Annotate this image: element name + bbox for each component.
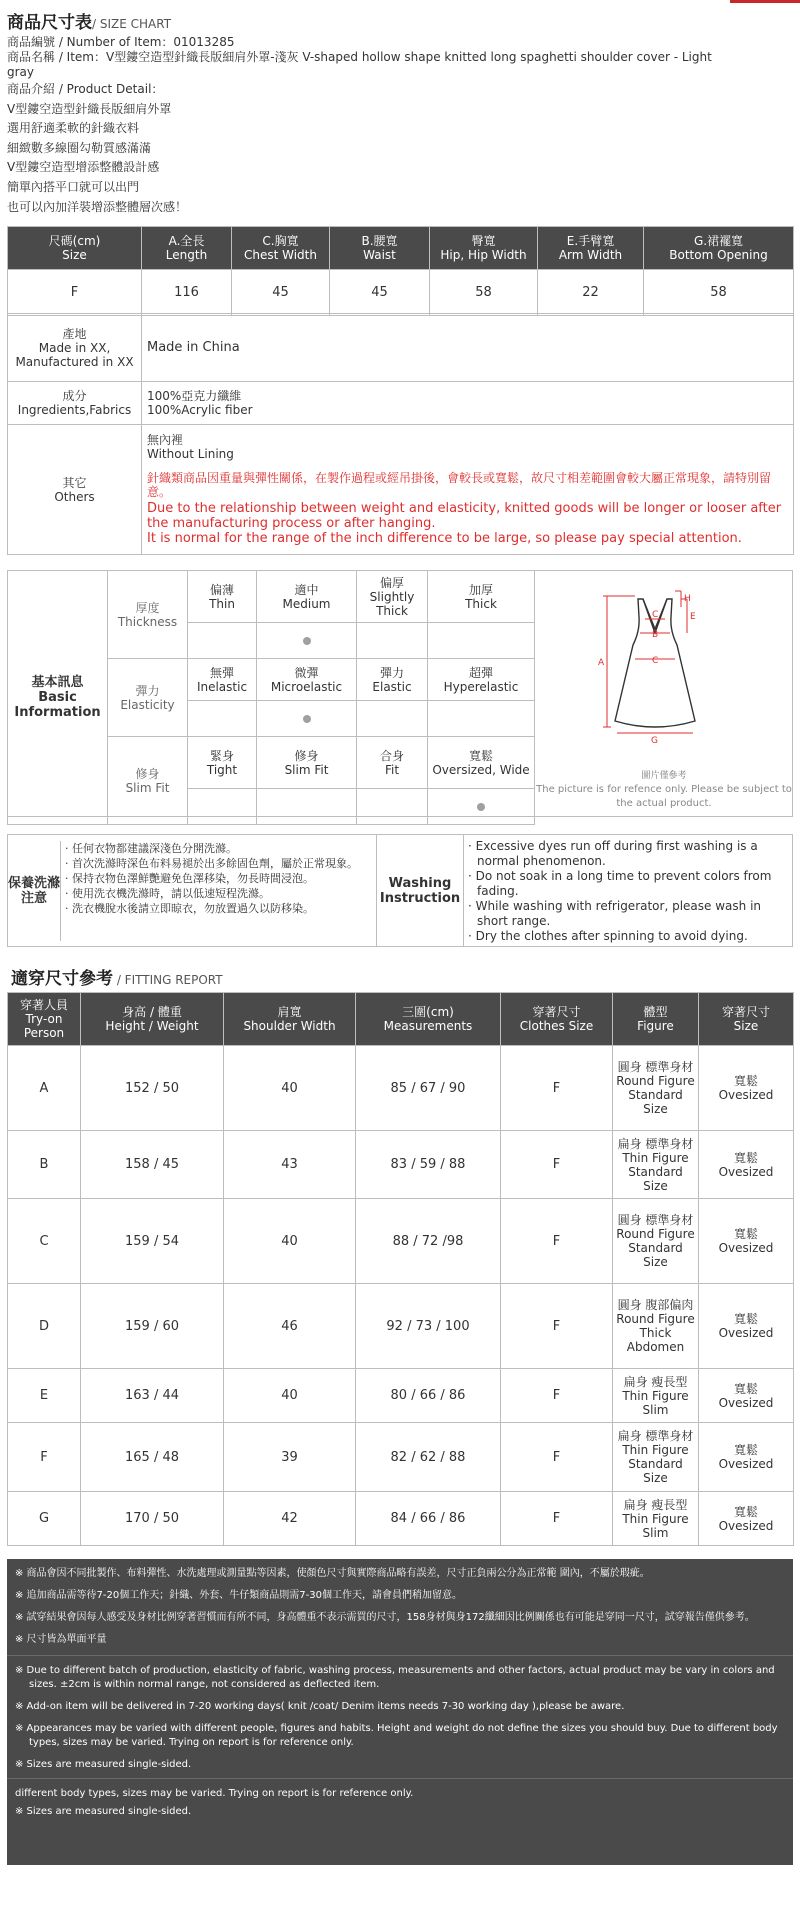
thickness-marker	[428, 623, 535, 659]
basic-information	[7, 570, 793, 817]
hip-header: 臀寬 Hip, Hip Width	[430, 227, 538, 270]
fit-cell: 寬鬆 Ovesized	[699, 1369, 794, 1423]
diagram-label: A	[598, 658, 605, 668]
dress-sketch-icon	[535, 571, 793, 766]
measurements-header: 三圍(cm) Measurements	[356, 993, 501, 1046]
diagram-label: E	[690, 612, 696, 622]
meas-cell: 83 / 59 / 88	[356, 1131, 501, 1199]
person-header: 穿著人員 Try-on Person	[8, 993, 81, 1046]
option-slim-fit: 修身 Slim Fit	[257, 737, 357, 789]
meas-cell: 88 / 72 /98	[356, 1199, 501, 1284]
detail-line: 也可以內加洋裝增添整體層次感！	[7, 199, 188, 214]
material-value: 100%亞克力纖維 100%Acrylic fiber	[142, 382, 794, 425]
knit-warning-en-2: It is normal for the range of the inch difference to be large, so please pay special attention.	[147, 531, 742, 546]
knit-warning-zh: 針織類商品因重量與彈性關係，在製作過程或經吊掛後，會較長或寬鬆，故尺寸相差範圍會較大屬正常現象，請特別留意。	[147, 471, 772, 499]
shoulder-cell: 43	[224, 1131, 356, 1199]
clothes-size-cell: F	[501, 1369, 613, 1423]
origin-value: Made in China	[142, 314, 794, 382]
detail-line: 選用舒適柔軟的針織衣料	[7, 121, 140, 136]
hw-cell: 152 / 50	[81, 1046, 224, 1131]
clothes-size-cell: F	[501, 1423, 613, 1492]
size-table	[7, 226, 794, 316]
list-item: · Dry the clothes after spinning to avoid dying.	[468, 929, 748, 943]
diagram-label: C	[652, 610, 659, 620]
hw-cell: 159 / 60	[81, 1284, 224, 1369]
note-zh: ※ 尺寸皆為單面平量	[15, 1634, 107, 1645]
shoulder-cell: 40	[224, 1046, 356, 1131]
hw-cell: 158 / 45	[81, 1131, 224, 1199]
table-row	[8, 270, 794, 316]
selected-dot-icon	[303, 715, 311, 723]
option-fit: 合身 Fit	[357, 737, 428, 789]
size-chart-title: 商品尺寸表/ SIZE CHART	[7, 13, 172, 33]
list-item: · Excessive dyes run off during first washing is a normal phenomenon.	[468, 839, 758, 868]
option-oversized: 寬鬆 Oversized, Wide	[428, 737, 535, 789]
figure-caption-zh: 圖片僅參考	[641, 771, 687, 781]
list-item: · Do not soak in a long time to prevent colors from fading.	[468, 869, 772, 898]
origin-label: 產地 Made in XX, Manufactured in XX	[8, 314, 142, 382]
figure-caption-en: The picture is for refence only. Please be subject to the actual product.	[536, 784, 792, 809]
washing-list-en	[468, 839, 790, 944]
others-label: 其它 Others	[8, 425, 142, 555]
list-item: · 使用洗衣機洗滌時，請以低速短程洗滌。	[65, 887, 270, 900]
shoulder-cell: 46	[224, 1284, 356, 1369]
hw-cell: 163 / 44	[81, 1369, 224, 1423]
option-tight: 緊身 Tight	[188, 737, 257, 789]
list-item: · 洗衣機脫水後請立即晾衣，勿放置過久以防移染。	[65, 902, 314, 915]
fit-cell: 寬鬆 Ovesized	[699, 1046, 794, 1131]
selected-dot-icon	[477, 803, 485, 811]
shoulder-cell: 42	[224, 1492, 356, 1546]
thickness-marker	[188, 623, 257, 659]
product-detail-label: 商品介紹 / Product Detail：	[7, 82, 164, 96]
thickness-label: 厚度 Thickness	[108, 571, 188, 659]
note-repeat: different body types, sizes may be varied. Trying on report is for reference only.	[15, 1788, 414, 1799]
arm-cell: 22	[538, 270, 644, 316]
figure-cell: 扁身 標準身材 Thin Figure Standard Size	[613, 1423, 699, 1492]
fit-cell: 寬鬆 Ovesized	[699, 1131, 794, 1199]
diagram-label: G	[651, 736, 658, 746]
shoulder-cell: 40	[224, 1199, 356, 1284]
person-cell: F	[8, 1423, 81, 1492]
note-zh: ※ 追加商品需等待7-20個工作天；針織、外套、牛仔類商品則需7-30個工作天，請會員們稍加留意。	[15, 1590, 462, 1601]
option-hyperelastic: 超彈 Hyperelastic	[428, 659, 535, 701]
thickness-marker	[357, 623, 428, 659]
product-info-table	[7, 313, 794, 555]
list-item: · 任何衣物都建議深淺色分開洗滌。	[65, 842, 237, 855]
note-repeat: ※ Sizes are measured single-sided.	[15, 1806, 192, 1817]
meas-cell: 82 / 62 / 88	[356, 1423, 501, 1492]
figure-cell: 扁身 瘦長型 Thin Figure Slim	[613, 1492, 699, 1546]
option-thick: 加厚 Thick	[428, 571, 535, 623]
hip-cell: 58	[430, 270, 538, 316]
figure-cell: 圓身 腹部偏肉 Round Figure Thick Abdomen	[613, 1284, 699, 1369]
material-label: 成分 Ingredients,Fabrics	[8, 382, 142, 425]
lining-zh: 無內裡	[147, 433, 184, 447]
clothes-size-cell: F	[501, 1284, 613, 1369]
hw-cell: 159 / 54	[81, 1199, 224, 1284]
shoulder-cell: 39	[224, 1423, 356, 1492]
selected-dot-icon	[303, 637, 311, 645]
length-cell: 116	[142, 270, 232, 316]
table-row	[8, 1284, 794, 1369]
bottom-header: G.裙襬寬 Bottom Opening	[644, 227, 794, 270]
height-weight-header: 身高 / 體重 Height / Weight	[81, 993, 224, 1046]
clothes-size-cell: F	[501, 1492, 613, 1546]
product-header	[7, 8, 787, 217]
waist-cell: 45	[330, 270, 430, 316]
clothes-size-cell: F	[501, 1199, 613, 1284]
chest-header: C.胸寬 Chest Width	[232, 227, 330, 270]
shoulder-cell: 40	[224, 1369, 356, 1423]
fit-size-header: 穿著尺寸 Size	[699, 993, 794, 1046]
figure-cell: 扁身 瘦長型 Thin Figure Slim	[613, 1369, 699, 1423]
meas-cell: 80 / 66 / 86	[356, 1369, 501, 1423]
figure-header: 體型 Figure	[613, 993, 699, 1046]
diagram-label: C	[652, 656, 659, 666]
item-name: 商品名稱 / Item：V型鏤空造型針織長版細肩外罩-淺灰 V-shaped hollow shape knitted long spaghetti shoulder cover - Light	[7, 50, 712, 64]
option-inelastic: 無彈 Inelastic	[188, 659, 257, 701]
note-en: ※ Appearances may be varied with different people, figures and habits. Height and weight do not define the sizes you should buy. Due to different body types, sizes may be varied. Trying on report is for reference only.	[15, 1723, 778, 1748]
fit-cell: 寬鬆 Ovesized	[699, 1284, 794, 1369]
basic-info-label: 基本訊息 Basic Information	[8, 571, 108, 825]
fitting-report-title: 適穿尺寸參考 / FITTING REPORT	[11, 969, 223, 989]
elasticity-marker	[357, 701, 428, 737]
slim-fit-marker	[257, 789, 357, 825]
detail-line: V型鏤空造型針織長版細肩外罩	[7, 101, 172, 116]
option-thin: 偏薄 Thin	[188, 571, 257, 623]
detail-line: 簡單內搭平口就可以出門	[7, 179, 140, 194]
lining-en: Without Lining	[147, 447, 234, 461]
washing-list-zh	[60, 841, 374, 941]
meas-cell: 85 / 67 / 90	[356, 1046, 501, 1131]
slim-fit-marker	[188, 789, 257, 825]
table-row	[8, 1131, 794, 1199]
table-row	[8, 1369, 794, 1423]
figure-cell: 扁身 標準身材 Thin Figure Standard Size	[613, 1131, 699, 1199]
figure-cell: 圓身 標準身材 Round Figure Standard Size	[613, 1046, 699, 1131]
detail-line: 細緻數多線圈勾勒質感滿滿	[7, 140, 152, 155]
chest-cell: 45	[232, 270, 330, 316]
option-medium: 適中 Medium	[257, 571, 357, 623]
size-header: 尺碼(cm) Size	[8, 227, 142, 270]
elasticity-marker	[188, 701, 257, 737]
size-cell: F	[8, 270, 142, 316]
table-row	[8, 1046, 794, 1131]
person-cell: D	[8, 1284, 81, 1369]
others-value	[142, 425, 794, 555]
figure-cell: 圓身 標準身材 Round Figure Standard Size	[613, 1199, 699, 1284]
elasticity-label: 彈力 Elasticity	[108, 659, 188, 737]
note-zh: ※ 商品會因不同批製作、布料彈性、水洗處理或測量點等因素，使顏色尺寸與實際商品略有誤差，尺寸正負兩公分為正常範 圍內，不屬於瑕疵。	[15, 1568, 650, 1579]
table-row	[8, 1492, 794, 1546]
clothes-size-cell: F	[501, 1131, 613, 1199]
washing-label-en: Washing Instruction	[376, 835, 464, 946]
item-name-cont: gray	[7, 65, 35, 79]
elasticity-marker	[428, 701, 535, 737]
person-cell: G	[8, 1492, 81, 1546]
slim-fit-marker	[428, 789, 535, 825]
slim-fit-marker	[357, 789, 428, 825]
table-row	[8, 1423, 794, 1492]
arm-header: E.手臂寬 Arm Width	[538, 227, 644, 270]
hw-cell: 165 / 48	[81, 1423, 224, 1492]
option-elastic: 彈力 Elastic	[357, 659, 428, 701]
notes-panel	[7, 1559, 793, 1865]
person-cell: E	[8, 1369, 81, 1423]
list-item: · 保持衣物色澤鮮艷避免色澤移染，勿長時間浸泡。	[65, 872, 314, 885]
note-en: ※ Due to different batch of production, elasticity of fabric, washing process, measurements and other factors, actual product may be vary in colors and sizes. ±2cm is within normal range, not considered as deflected item.	[15, 1665, 775, 1690]
table-row	[8, 1199, 794, 1284]
list-item: · 首次洗滌時深色布料易褪於出多餘固色劑，屬於正常現象。	[65, 857, 358, 870]
diagram-label: H	[684, 594, 691, 604]
waist-header: B.腰寬 Waist	[330, 227, 430, 270]
clothes-size-cell: F	[501, 1046, 613, 1131]
list-item: · While washing with refrigerator, please wash in short range.	[468, 899, 762, 928]
meas-cell: 92 / 73 / 100	[356, 1284, 501, 1369]
clothes-size-header: 穿著尺寸 Clothes Size	[501, 993, 613, 1046]
note-zh: ※ 試穿結果會因每人感受及身材比例穿著習慣而有所不同，身高體重不表示需買的尺寸，158身材與身172纖細因比例關係也有可能是穿同一尺寸，試穿報告僅供參考。	[15, 1612, 755, 1623]
detail-line: V型鏤空造型增添整體設計感	[7, 160, 160, 175]
note-en: ※ Add-on item will be delivered in 7-20 working days( knit /coat/ Denim items needs 7-30 working day ),please be aware.	[15, 1701, 625, 1712]
note-en: ※ Sizes are measured single-sided.	[15, 1759, 192, 1770]
washing-label-zh: 保養洗滌注意	[8, 875, 61, 906]
top-accent-bar	[730, 0, 800, 3]
person-cell: C	[8, 1199, 81, 1284]
diagram-label: B	[652, 630, 659, 640]
fitting-report-table	[7, 992, 794, 1546]
washing-instructions	[7, 834, 793, 947]
thickness-marker	[257, 623, 357, 659]
slim-fit-label: 修身 Slim Fit	[108, 737, 188, 825]
fit-cell: 寬鬆 Ovesized	[699, 1199, 794, 1284]
elasticity-marker	[257, 701, 357, 737]
person-cell: A	[8, 1046, 81, 1131]
basic-info-table	[7, 570, 535, 825]
notes-divider	[7, 1655, 793, 1656]
option-microelastic: 微彈 Microelastic	[257, 659, 357, 701]
length-header: A.全長 Length	[142, 227, 232, 270]
knit-warning-en: Due to the relationship between weight and elasticity, knitted goods will be longer or looser after the manufacturing process or after hanging.	[147, 501, 782, 531]
item-number: 商品編號 / Number of Item：01013285	[7, 35, 235, 49]
bottom-cell: 58	[644, 270, 794, 316]
shoulder-header: 肩寬 Shoulder Width	[224, 993, 356, 1046]
garment-diagram	[535, 571, 793, 816]
fit-cell: 寬鬆 Ovesized	[699, 1492, 794, 1546]
person-cell: B	[8, 1131, 81, 1199]
hw-cell: 170 / 50	[81, 1492, 224, 1546]
meas-cell: 84 / 66 / 86	[356, 1492, 501, 1546]
option-slightly-thick: 偏厚 Slightly Thick	[357, 571, 428, 623]
fit-cell: 寬鬆 Ovesized	[699, 1423, 794, 1492]
notes-divider	[7, 1778, 793, 1779]
